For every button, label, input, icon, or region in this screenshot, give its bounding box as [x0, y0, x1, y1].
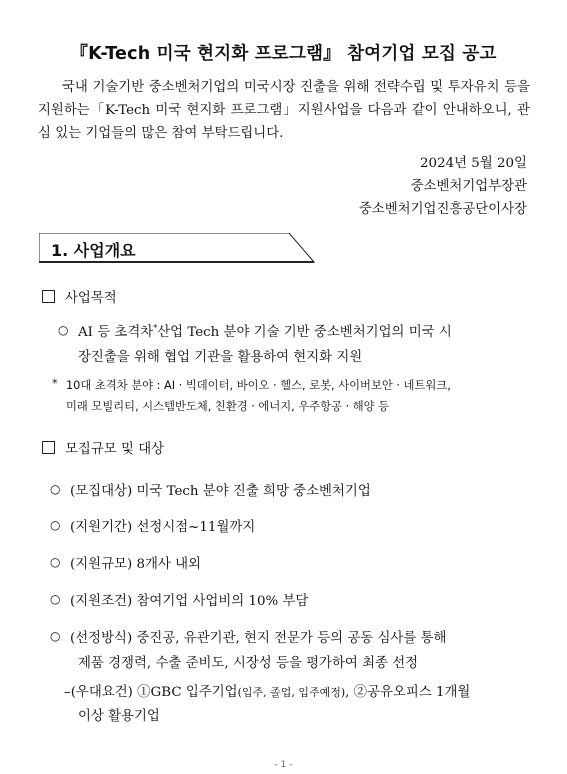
preference-text-b: (입주, 졸업, 입주예정) [237, 686, 346, 699]
selection-line2: 제품 경쟁력, 수출 준비도, 시장성 등을 평가하여 최종 선정 [78, 656, 419, 671]
announcement-date: 2024년 5월 20일 [420, 156, 527, 171]
checkbox-square-icon [42, 290, 55, 303]
bullet-circle-icon: ○ [50, 555, 61, 569]
issuer-agency: 중소벤처기업진흥공단이사장 [358, 202, 527, 217]
bullet-circle-icon: ○ [58, 323, 69, 337]
bullet-circle-icon: ○ [50, 518, 61, 532]
intro-paragraph: 국내 기술기반 중소벤처기업의 미국시장 진출을 위해 전략수립 및 투자유치 등을 지원하는「K-Tech 미국 현지화 프로그램」지원사업을 다음과 같이 안내하오니, 관심 있는 기업들의 많은 참여 부탁드립니다. [38, 80, 530, 141]
page-number: - 1 - [274, 760, 293, 770]
preference-text-c: , ②공유오피스 1개월 [345, 685, 471, 700]
subheading-scope [42, 438, 164, 457]
preference-line1 [64, 681, 470, 700]
purpose-bullet-line2: 장진출을 위해 협업 기관을 활용하여 현지화 지원 [78, 350, 363, 365]
note-line2: 미래 모빌리티, 시스템반도체, 친환경 · 에너지, 우주항공 · 해양 등 [66, 400, 390, 413]
page-title: 『K-Tech 미국 현지화 프로그램』 참여기업 모집 공고 [70, 44, 497, 64]
subheading-purpose-label: 사업목적 [65, 291, 117, 306]
purpose-text-a: AI 등 초격차 [78, 325, 154, 340]
subheading-purpose [42, 287, 117, 306]
purpose-bullet-line1 [78, 321, 452, 340]
scope-item: (지원규모) 8개사 내외 [70, 557, 201, 572]
bullet-circle-icon: ○ [50, 629, 61, 643]
preference-text-a: –(우대요건) ①GBC 입주기업 [64, 685, 238, 700]
bullet-circle-icon: ○ [50, 482, 61, 496]
note-mark: * [52, 377, 58, 390]
section-heading: 1. 사업개요 [51, 241, 136, 260]
scope-item: (모집대상) 미국 Tech 분야 진출 희망 중소벤처기업 [70, 484, 371, 499]
scope-item: (지원기간) 선정시점~11월까지 [70, 520, 256, 535]
section-heading-box [39, 233, 315, 263]
note-line1: 10대 초격차 분야 : AI · 빅데이터, 바이오 · 헬스, 로봇, 사이버보안 · 네트워크, [66, 379, 451, 392]
footnote-mark: * [153, 323, 158, 333]
subheading-scope-label: 모집규모 및 대상 [65, 442, 165, 457]
preference-line2: 이상 활용기업 [78, 709, 160, 724]
issuer-ministry: 중소벤처기업부장관 [410, 179, 527, 194]
checkbox-square-icon [42, 441, 55, 454]
bullet-circle-icon: ○ [50, 592, 61, 606]
selection-line1: (선정방식) 중진공, 유관기관, 현지 전문가 등의 공동 심사를 통해 [70, 631, 447, 646]
purpose-text-b: 산업 Tech 분야 기술 기반 중소벤처기업의 미국 시 [157, 325, 452, 340]
scope-item: (지원조건) 참여기업 사업비의 10% 부담 [70, 594, 309, 609]
